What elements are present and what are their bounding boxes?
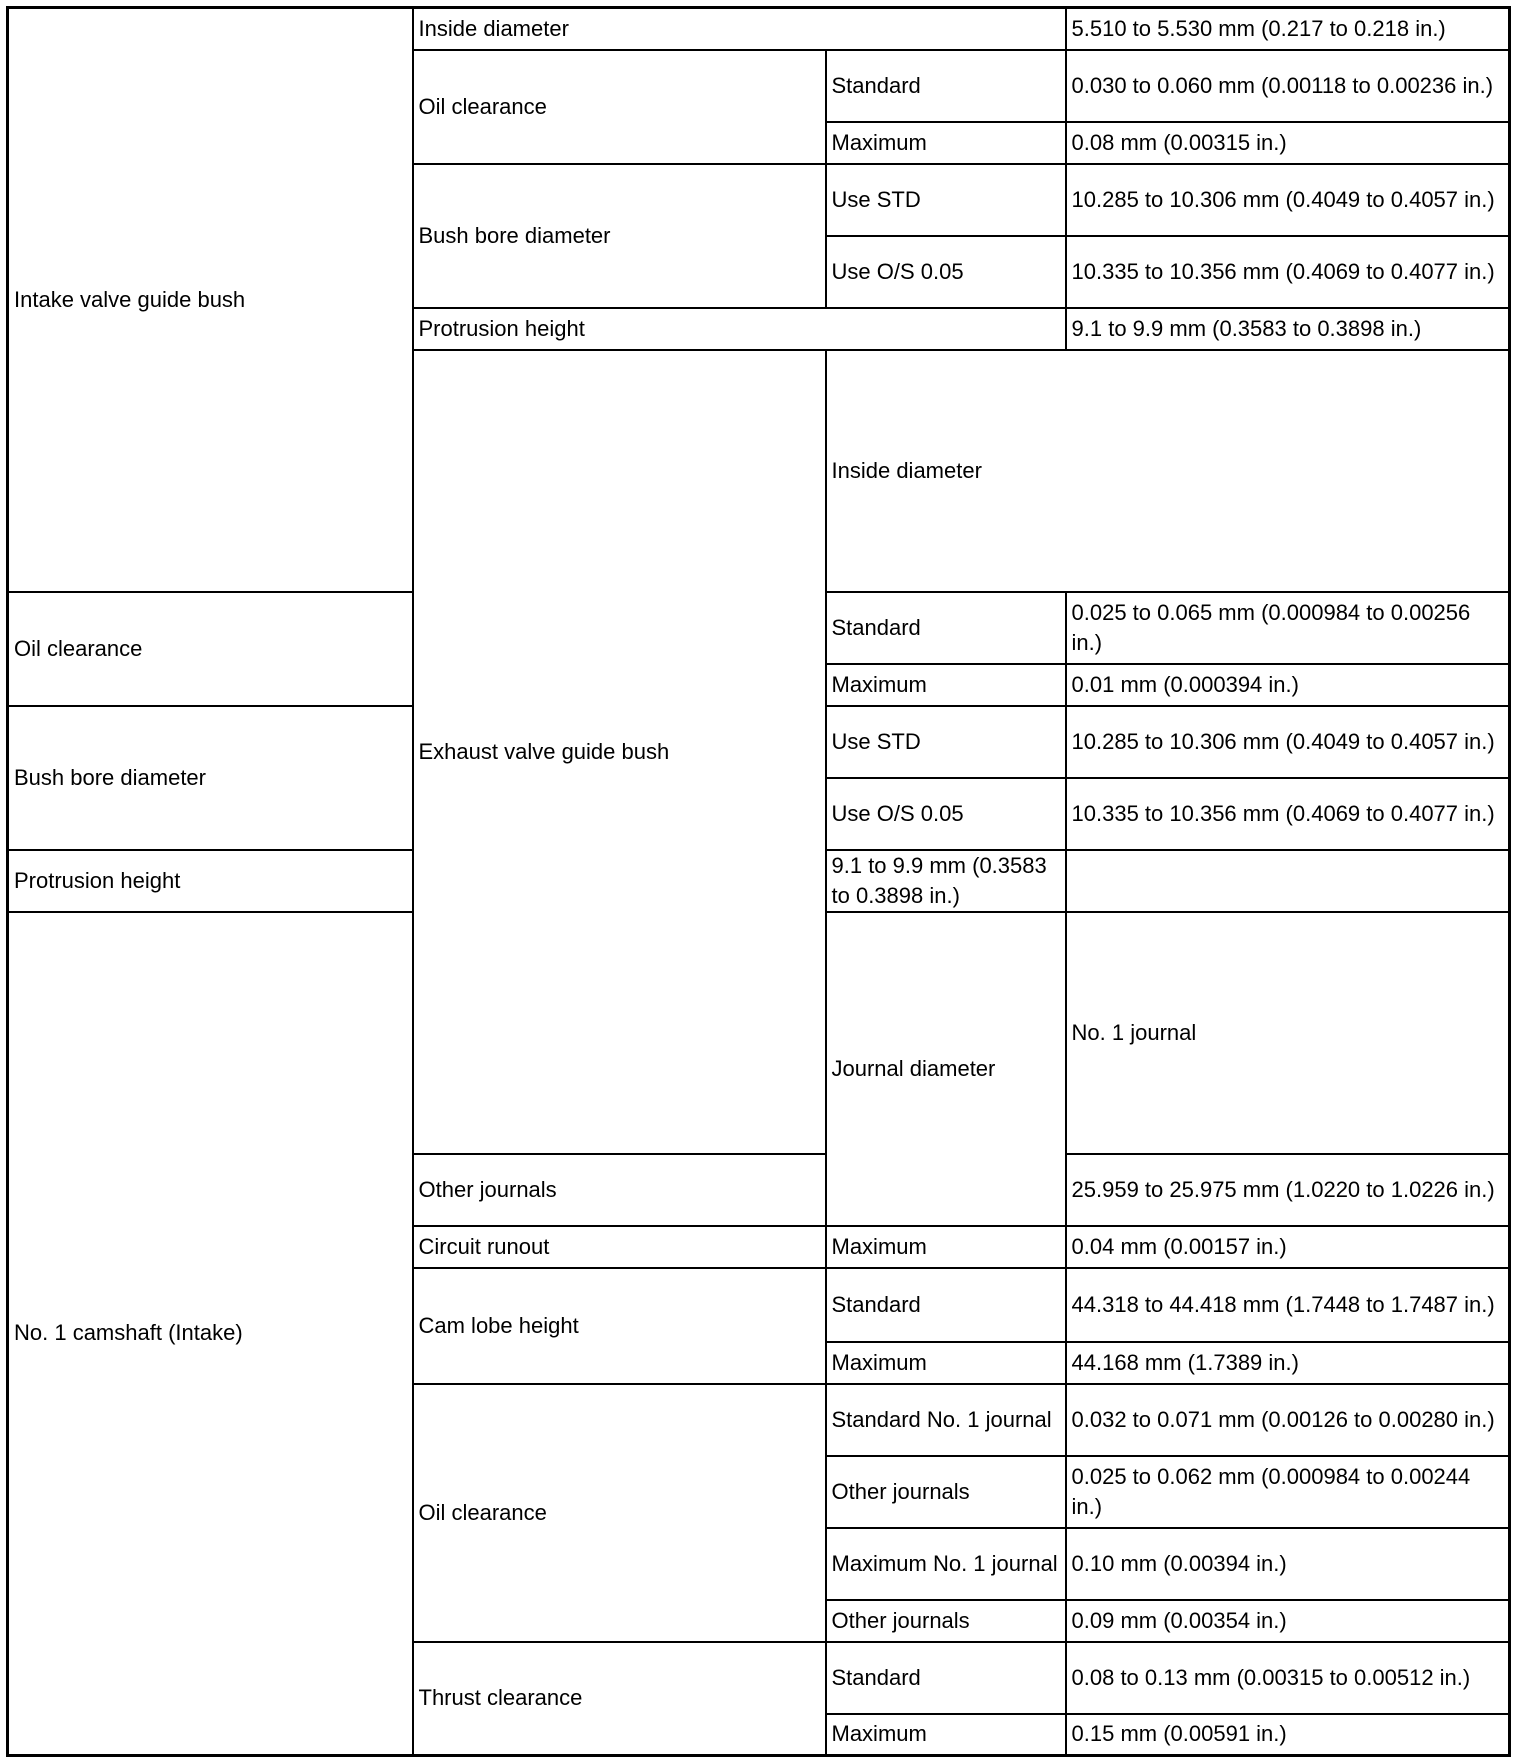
condition-cell: Use STD (826, 706, 1066, 778)
value-cell: 9.1 to 9.9 mm (0.3583 to 0.3898 in.) (1066, 308, 1510, 350)
condition-cell: Use O/S 0.05 (826, 778, 1066, 850)
item-cell: Thrust clearance (413, 1642, 826, 1756)
value-cell: 0.025 to 0.065 mm (0.000984 to 0.00256 in.) (1066, 592, 1510, 664)
item-cell: Cam lobe height (413, 1268, 826, 1384)
item-cell: Circuit runout (413, 1226, 826, 1268)
value-cell: 44.318 to 44.418 mm (1.7448 to 1.7487 in.) (1066, 1268, 1510, 1342)
item-cell: Oil clearance (413, 1384, 826, 1642)
value-cell: 0.025 to 0.062 mm (0.000984 to 0.00244 in.) (1066, 1456, 1510, 1528)
value-cell: 0.15 mm (0.00591 in.) (1066, 1714, 1510, 1756)
part-cell: Intake valve guide bush (8, 8, 413, 592)
part-cell: Exhaust valve guide bush (413, 350, 826, 1154)
condition-cell: Use O/S 0.05 (826, 236, 1066, 308)
value-cell: 25.959 to 25.975 mm (1.0220 to 1.0226 in.) (1066, 1154, 1510, 1226)
condition-cell: Standard (826, 50, 1066, 122)
table-row (8, 8, 1510, 50)
condition-cell: Other journals (826, 1600, 1066, 1642)
value-cell: 10.285 to 10.306 mm (0.4049 to 0.4057 in.) (1066, 164, 1510, 236)
value-cell: 0.09 mm (0.00354 in.) (1066, 1600, 1510, 1642)
item-cell: Oil clearance (8, 592, 413, 706)
value-cell: 10.335 to 10.356 mm (0.4069 to 0.4077 in.) (1066, 778, 1510, 850)
condition-cell: Maximum (826, 122, 1066, 164)
item-cell: Bush bore diameter (413, 164, 826, 308)
item-cell: Inside diameter (413, 8, 1066, 50)
condition-cell: Use STD (826, 164, 1066, 236)
value-cell: 10.335 to 10.356 mm (0.4069 to 0.4077 in.) (1066, 236, 1510, 308)
value-cell: 0.10 mm (0.00394 in.) (1066, 1528, 1510, 1600)
condition-cell: Other journals (413, 1154, 826, 1226)
condition-cell: Other journals (826, 1456, 1066, 1528)
condition-cell: Maximum (826, 1714, 1066, 1756)
value-cell: 5.510 to 5.530 mm (0.217 to 0.218 in.) (1066, 8, 1510, 50)
item-cell: Bush bore diameter (8, 706, 413, 850)
condition-cell: Maximum (826, 1226, 1066, 1268)
condition-cell: Standard No. 1 journal (826, 1384, 1066, 1456)
item-cell: Oil clearance (413, 50, 826, 164)
spec-table (6, 6, 1511, 1757)
condition-cell: No. 1 journal (1066, 912, 1510, 1154)
value-cell: 0.032 to 0.071 mm (0.00126 to 0.00280 in.) (1066, 1384, 1510, 1456)
item-cell: Inside diameter (826, 350, 1510, 592)
value-cell: 0.08 mm (0.00315 in.) (1066, 122, 1510, 164)
condition-cell: Maximum (826, 1342, 1066, 1384)
value-cell: 0.030 to 0.060 mm (0.00118 to 0.00236 in.) (1066, 50, 1510, 122)
value-cell: 9.1 to 9.9 mm (0.3583 to 0.3898 in.) (826, 850, 1066, 912)
item-cell: Protrusion height (8, 850, 826, 912)
value-cell: 0.01 mm (0.000394 in.) (1066, 664, 1510, 706)
value-cell: 0.08 to 0.13 mm (0.00315 to 0.00512 in.) (1066, 1642, 1510, 1714)
item-cell: Protrusion height (413, 308, 1066, 350)
condition-cell: Standard (826, 1642, 1066, 1714)
condition-cell: Maximum (826, 664, 1066, 706)
condition-cell: Maximum No. 1 journal (826, 1528, 1066, 1600)
part-cell: No. 1 camshaft (Intake) (8, 912, 413, 1756)
table-row (8, 850, 1510, 912)
value-cell: 10.285 to 10.306 mm (0.4049 to 0.4057 in.) (1066, 706, 1510, 778)
condition-cell: Standard (826, 1268, 1066, 1342)
value-cell: 0.04 mm (0.00157 in.) (1066, 1226, 1510, 1268)
value-cell: 44.168 mm (1.7389 in.) (1066, 1342, 1510, 1384)
condition-cell: Standard (826, 592, 1066, 664)
item-cell: Journal diameter (826, 912, 1066, 1226)
